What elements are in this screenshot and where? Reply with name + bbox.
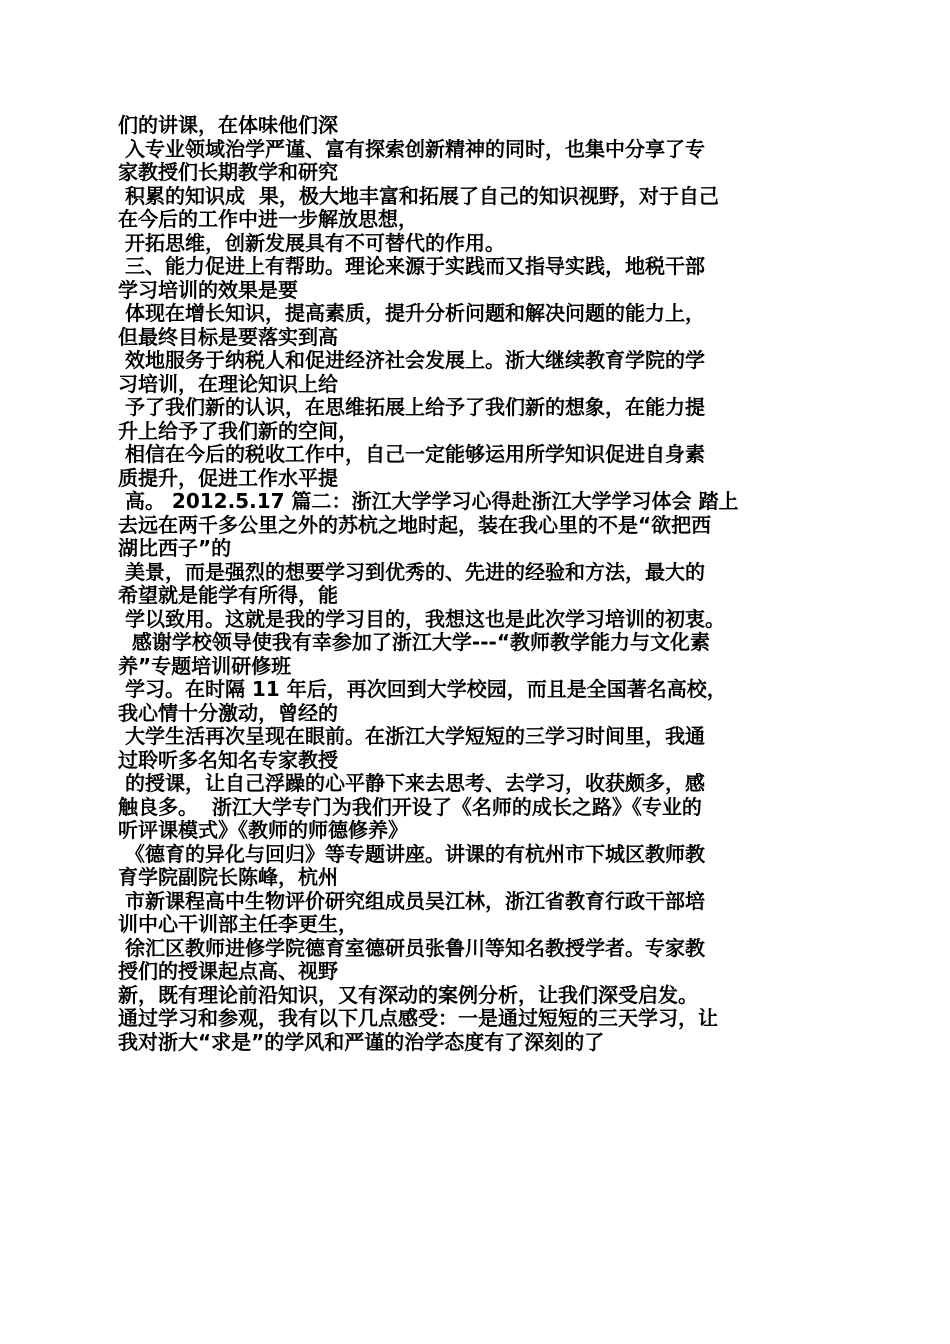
text-line: 触良多。 浙江大学专门为我们开设了《名师的成长之路》《专业的 [118, 794, 702, 819]
text-line: 过聆听多名知名专家教授 [118, 747, 338, 772]
text-line: 大学生活再次呈现在眼前。在浙江大学短短的三学习时间里，我通 [118, 724, 705, 748]
text-line: 听评课模式》《教师的师德修养》 [118, 818, 408, 842]
text-line: 们的讲课，在体味他们深 [118, 113, 338, 137]
text-line: 积累的知识成 果，极大地丰富和拓展了自己的知识视野，对于自己 [118, 183, 719, 208]
text-line: 美景，而是强烈的想要学习到优秀的、先进的经验和方法，最大的 [118, 559, 705, 584]
text-line: 但最终目标是要落实到高 [118, 324, 338, 349]
text-line: 新，既有理论前沿知识，又有深动的案例分析，让我们深受启发。 [118, 982, 698, 1007]
text-line: 授们的授课起点高、视野 [118, 959, 338, 983]
text-line: 学习。在时隔 11 年后，再次回到大学校园，而且是全国著名高校， [118, 677, 727, 701]
text-line: 训中心干训部主任李更生， [118, 912, 358, 936]
text-line: 徐汇区教师进修学院德育室德研员张鲁川等知名教授学者。专家教 [118, 935, 705, 960]
text-line: 《德育的异化与回归》等专题讲座。讲课的有杭州市下城区教师教 [118, 841, 705, 866]
text-line: 升上给予了我们新的空间， [118, 418, 358, 443]
text-line: 学以致用。这就是我的学习目的，我想这也是此次学习培训的初衷。 [118, 606, 725, 631]
text-line: 家教授们长期教学和研究 [118, 160, 338, 184]
text-line: 在今后的工作中进一步解放思想， [118, 207, 418, 231]
text-line: 感谢学校领导使我有幸参加了浙江大学---“教师教学能力与文化素 [118, 630, 710, 654]
text-line: 学习培训的效果是要 [118, 277, 298, 302]
text-line: 养”专题培训研修班 [118, 653, 292, 678]
text-line: 我对浙大“求是”的学风和严谨的治学态度有了深刻的了 [118, 1029, 605, 1054]
text-line: 入专业领域治学严谨、富有探索创新精神的同时，也集中分享了专 [118, 136, 705, 161]
text-line: 我心情十分激动，曾经的 [118, 700, 338, 725]
text-line: 体现在增长知识，提高素质，提升分析问题和解决问题的能力上， [118, 301, 705, 325]
text-line: 市新课程高中生物评价研究组成员吴江林，浙江省教育行政干部培 [118, 888, 705, 913]
text-line: 三、能力促进上有帮助。理论来源于实践而又指导实践，地税干部 [118, 254, 705, 278]
body-text [118, 114, 838, 1054]
text-line: 开拓思维，创新发展具有不可替代的作用。 [118, 230, 505, 255]
text-line: 效地服务于纳税人和促进经济社会发展上。浙大继续教育学院的学 [118, 348, 705, 372]
text-line: 湖比西子”的 [118, 536, 232, 560]
text-line: 高。 2012.5.17 篇二：浙江大学学习心得赴浙江大学学习体会 踏上 [118, 489, 739, 513]
text-line: 育学院副院长陈峰，杭州 [118, 865, 338, 889]
text-line: 希望就是能学有所得，能 [118, 583, 338, 607]
text-line: 质提升，促进工作水平提 [118, 465, 338, 490]
text-line: 习培训，在理论知识上给 [118, 371, 338, 396]
text-line: 的授课，让自己浮躁的心平静下来去思考、去学习，收获颇多，感 [118, 771, 705, 795]
text-line: 相信在今后的税收工作中，自己一定能够运用所学知识促进自身素 [118, 442, 705, 466]
text-line: 去远在两千多公里之外的苏杭之地时起，装在我心里的不是“欲把西 [118, 512, 712, 537]
text-line: 通过学习和参观，我有以下几点感受：一是通过短短的三天学习，让 [118, 1006, 718, 1030]
text-line: 予了我们新的认识，在思维拓展上给予了我们新的想象，在能力提 [118, 395, 705, 419]
